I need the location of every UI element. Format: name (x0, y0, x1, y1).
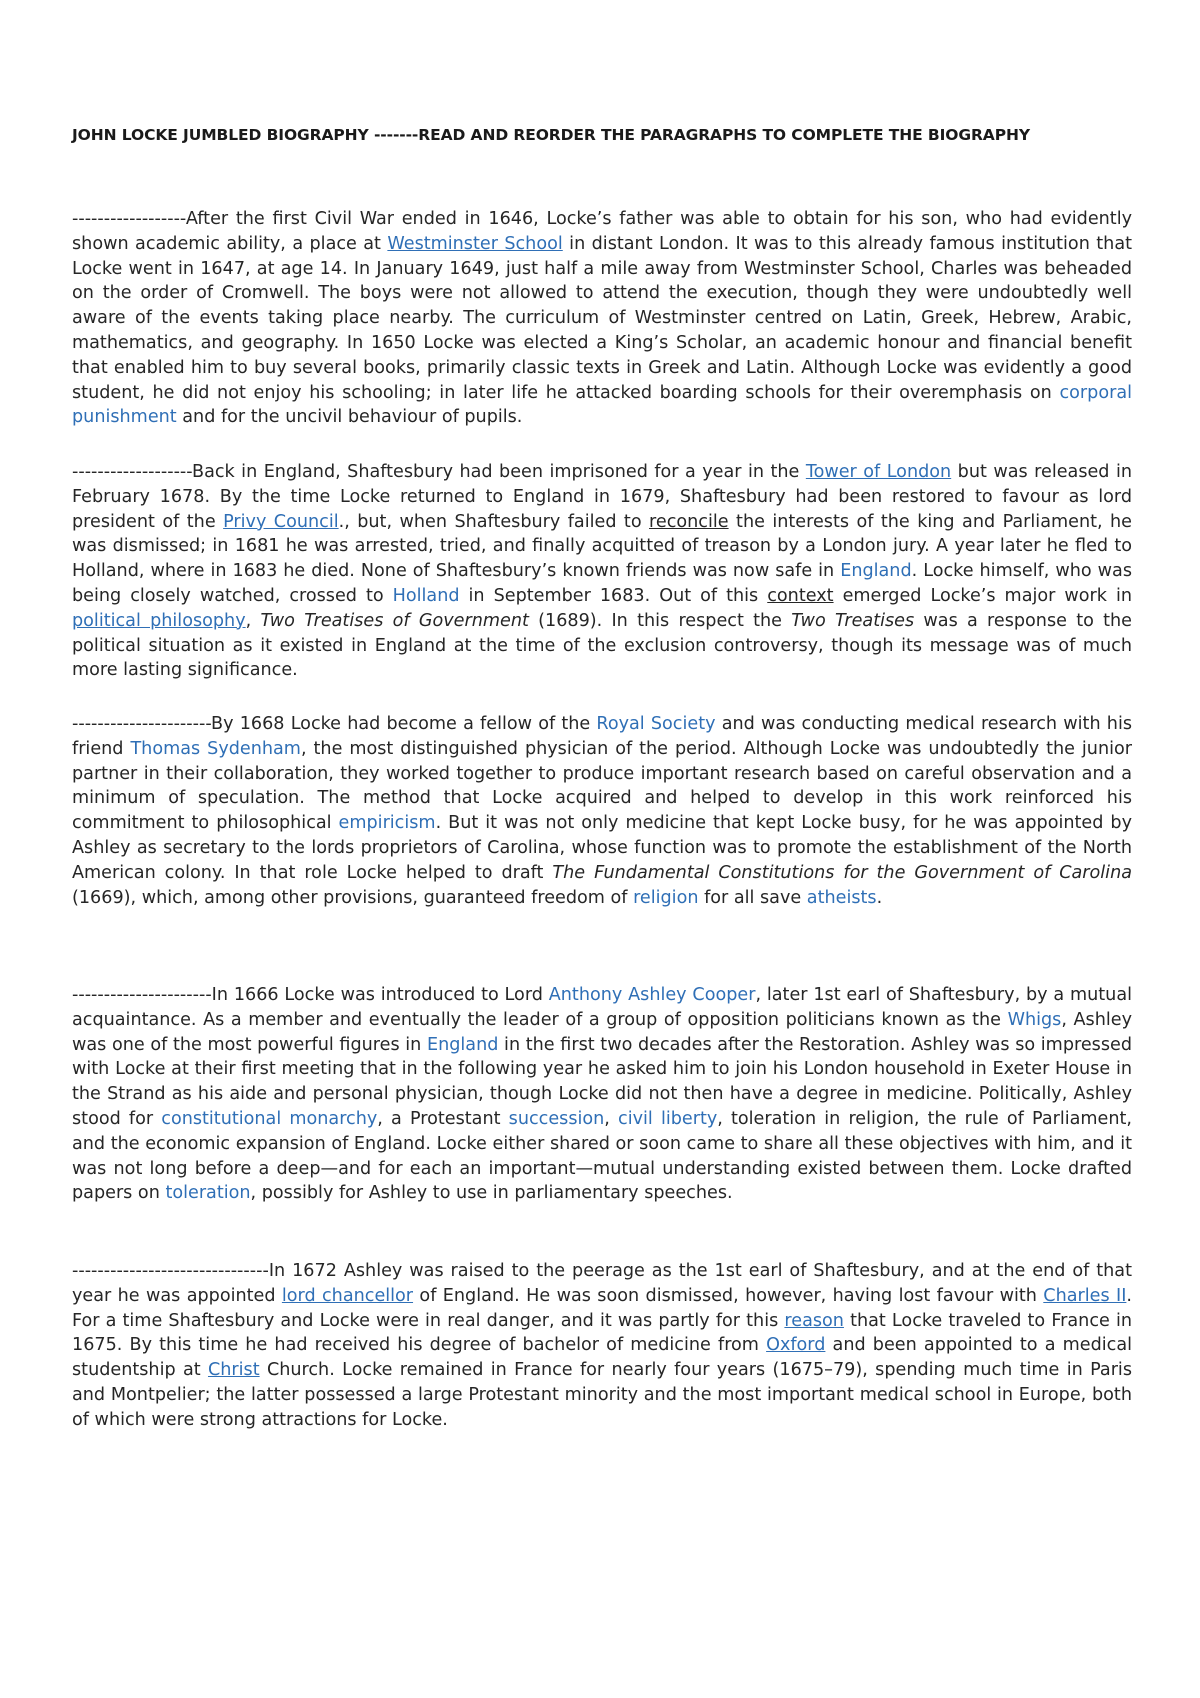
dash-line: ------------------------------- (72, 1261, 269, 1281)
link-toleration[interactable]: toleration (165, 1183, 251, 1204)
link-england[interactable]: England (426, 1034, 499, 1055)
dash-line: ------------------- (72, 462, 192, 482)
link-holland[interactable]: Holland (392, 585, 460, 606)
link-corporal-punishment[interactable]: corporal punishment (72, 382, 1132, 428)
link-whigs[interactable]: Whigs (1007, 1009, 1062, 1030)
link-succession[interactable]: succession (508, 1108, 605, 1129)
link-england[interactable]: England (840, 561, 912, 582)
dash-line: ---------------------- (72, 714, 212, 734)
link-political-philosophy[interactable]: political philosophy (72, 610, 246, 631)
link-reason[interactable]: reason (784, 1310, 844, 1331)
link-royal-society[interactable]: Royal Society (596, 714, 716, 734)
dash-line: ------------------ (72, 209, 186, 229)
paragraph-anthony-ashley-cooper: ----------------------In 1666 Locke was introduced to Lord Anthony Ashley Cooper, later 1st earl of Shaftesbury, by a mutual acquaintance. As a member and eventually the leader of a group of opposition politicians known as the Whigs, Ashley was one of the most powerful figures in England in the first two decades after the Restoration. Ashley was so impressed with Locke at their first meeting that in the following year he asked him to join his London household in Exeter House in the Strand as his aide and personal physician, though Locke did not then have a degree in medicine. Politically, Ashley stood for constitutional monarchy, a Protestant succession, civil liberty, toleration in religion, the rule of Parliament, and the economic expansion of England. Locke either shared or soon came to share all these objectives with him, and it was not long before a deep—and for each an important—mutual understanding existed between them. Locke drafted papers on toleration, possibly for Ashley to use in parliamentary speeches. (72, 985, 1133, 1204)
link-empiricism[interactable]: empiricism (338, 813, 436, 834)
link-lord-chancellor[interactable]: lord chancellor (281, 1285, 414, 1306)
link-privy-council[interactable]: Privy Council (223, 511, 339, 532)
term-reconcile[interactable]: reconcile (649, 511, 729, 532)
paragraph-royal-society: ----------------------By 1668 Locke had become a fellow of the Royal Society and was conducting medical research with his friend Thomas Sydenham, the most distinguished physician of the period. Although Locke was undoubtedly the junior partner in their collaboration, they worked together to produce important research based on careful observation and a minimum of speculation. The method that Locke acquired and helped to develop in this work reinforced his commitment to philosophical empiricism. But it was not only medicine that kept Locke busy, for he was appointed by Ashley as secretary to the lords proprietors of Carolina, whose function was to promote the establishment of the North American colony. In that role Locke helped to draft The Fundamental Constitutions for the Government of Carolina (1669), which, among other provisions, guaranteed freedom of religion for all save atheists. (72, 714, 1133, 908)
paragraph-earl-of-shaftesbury: -------------------------------In 1672 Ashley was raised to the peerage as the 1st earl of Shaftesbury, and at the end of that year he was appointed lord chancellor of England. He was soon dismissed, however, having lost favour with Charles II. For a time Shaftesbury and Locke were in real danger, and it was partly for this reason that Locke traveled to France in 1675. By this time he had received his degree of bachelor of medicine from Oxford and been appointed to a medical studentship at Christ Church. Locke remained in France for nearly four years (1675–79), spending much time in Paris and Montpelier; the latter possessed a large Protestant minority and the most important medical school in Europe, both of which were strong attractions for Locke. (72, 1261, 1132, 1430)
link-constitutional-monarchy[interactable]: constitutional monarchy (161, 1108, 378, 1129)
title-fundamental-constitutions: The Fundamental Constitutions for the Government of Carolina (552, 862, 1133, 883)
link-anthony-ashley-cooper[interactable]: Anthony Ashley Cooper (548, 985, 756, 1005)
dash-line: ---------------------- (72, 985, 212, 1005)
paragraph-back-in-england: -------------------Back in England, Shaftesbury had been imprisoned for a year in the Tower of London but was released in February 1678. By the time Locke returned to England in 1679, Shaftesbury had been restored to favour as lord president of the Privy Council., but, when Shaftesbury failed to reconcile the interests of the king and Parliament, he was dismissed; in 1681 he was arrested, tried, and finally acquitted of treason by a London jury. A year later he fled to Holland, where in 1683 he died. None of Shaftesbury’s known friends was now safe in England. Locke himself, who was being closely watched, crossed to Holland in September 1683. Out of this context emerged Locke’s major work in political philosophy, Two Treatises of Government (1689). In this respect the Two Treatises was a response to the political situation as it existed in England at the time of the exclusion controversy, though its message was of much more lasting significance. (72, 462, 1133, 681)
paragraph-westminster: ------------------After the first Civil War ended in 1646, Locke’s father was able to obtain for his son, who had evidently shown academic ability, a place at Westminster School in distant London. It was to this already famous institution that Locke went in 1647, at age 14. In January 1649, just half a mile away from Westminster School, Charles was beheaded on the order of Cromwell. The boys were not allowed to attend the execution, though they were undoubtedly well aware of the events taking place nearby. The curriculum of Westminster centred on Latin, Greek, Hebrew, Arabic, mathematics, and geography. In 1650 Locke was elected a King’s Scholar, an academic honour and financial benefit that enabled him to buy several books, primarily classic texts in Greek and Latin. Although Locke was evidently a good student, he did not enjoy his schooling; in later life he attacked boarding schools for their overemphasis on corporal punishment and for the uncivil behaviour of pupils. (72, 209, 1132, 428)
link-oxford[interactable]: Oxford (766, 1335, 826, 1356)
link-thomas-sydenham[interactable]: Thomas Sydenham (130, 738, 301, 759)
link-christ[interactable]: Christ (207, 1360, 260, 1381)
title-two-treatises: Two Treatises of Government (260, 610, 529, 631)
link-atheists[interactable]: atheists (806, 887, 877, 908)
title-two-treatises-short: Two Treatises (791, 610, 915, 631)
link-religion[interactable]: religion (633, 887, 699, 908)
link-charles-ii[interactable]: Charles II (1043, 1285, 1127, 1306)
link-civil-liberty[interactable]: civil liberty (618, 1108, 718, 1129)
page-title: JOHN LOCKE JUMBLED BIOGRAPHY -------READ AND REORDER THE PARAGRAPHS TO COMPLETE THE BIOGRAPHY (72, 126, 1030, 144)
link-westminster-school[interactable]: Westminster School (387, 233, 563, 254)
term-context[interactable]: context (767, 585, 834, 606)
link-tower-of-london[interactable]: Tower of London (805, 462, 952, 482)
